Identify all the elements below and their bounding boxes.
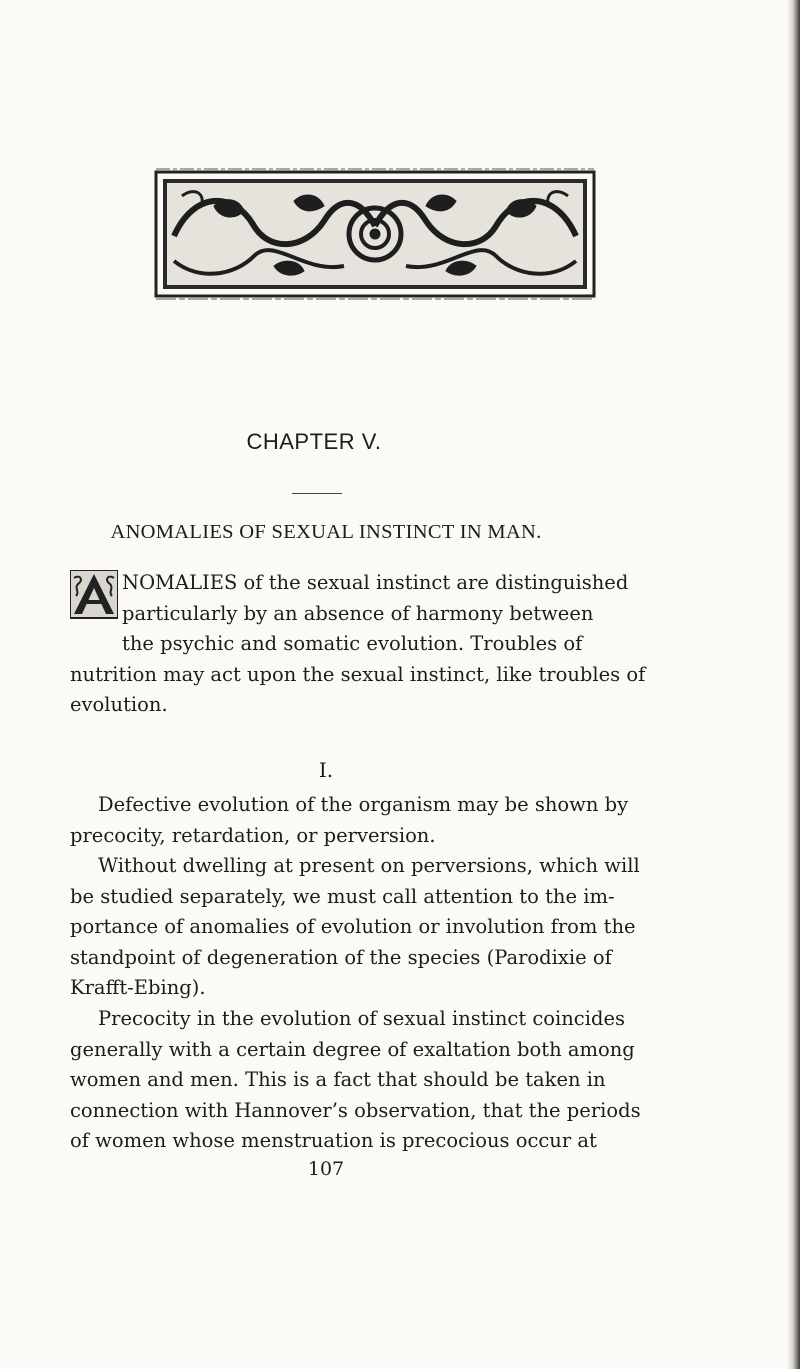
paragraph-2 — [70, 851, 652, 1004]
text-line: Precocity in the evolution of sexual instinct coincides — [98, 1007, 625, 1030]
chapter-title: ANOMALIES OF SEXUAL INSTINCT IN MAN. — [110, 521, 542, 543]
text-line: Without dwelling at present on perversions, which will — [98, 854, 640, 877]
divider-rule — [292, 493, 342, 494]
chapter-heading: CHAPTER V. — [246, 429, 382, 454]
text-line: of women whose menstruation is precocious occur at — [70, 1129, 597, 1152]
text-line: precocity, retardation, or perversion. — [70, 823, 436, 847]
page-gutter-shadow — [788, 0, 800, 1369]
text-line: nutrition may act upon the sexual instinct, like troubles of — [70, 662, 646, 686]
text-line: portance of anomalies of evolution or involution from the — [70, 915, 636, 938]
text-line: connection with Hannover’s observation, that the periods — [70, 1098, 641, 1122]
text-line: generally with a certain degree of exaltation both among — [70, 1037, 635, 1061]
text-line: the psychic and somatic evolution. Troubles of — [122, 632, 583, 655]
text-line: Krafft-Ebing). — [70, 976, 206, 999]
intro-paragraph — [70, 568, 660, 721]
text-line: standpoint of degeneration of the species (Parodixie of — [70, 945, 612, 969]
paragraph-3 — [70, 1004, 652, 1157]
text-line: women and men. This is a fact that should be taken in — [70, 1068, 606, 1091]
text-line: particularly by an absence of harmony between — [122, 601, 594, 625]
paragraph-1 — [70, 790, 652, 851]
ornamental-headpiece — [154, 166, 596, 302]
page-number: 107 — [307, 1158, 345, 1180]
text-line: evolution. — [70, 693, 168, 716]
text-line: be studied separately, we must call attention to the im- — [70, 884, 615, 908]
text-line: Defective evolution of the organism may be shown by — [98, 793, 629, 816]
text-line: NOMALIES of the sexual instinct are distinguished — [122, 571, 629, 594]
section-number: I. — [318, 758, 334, 782]
